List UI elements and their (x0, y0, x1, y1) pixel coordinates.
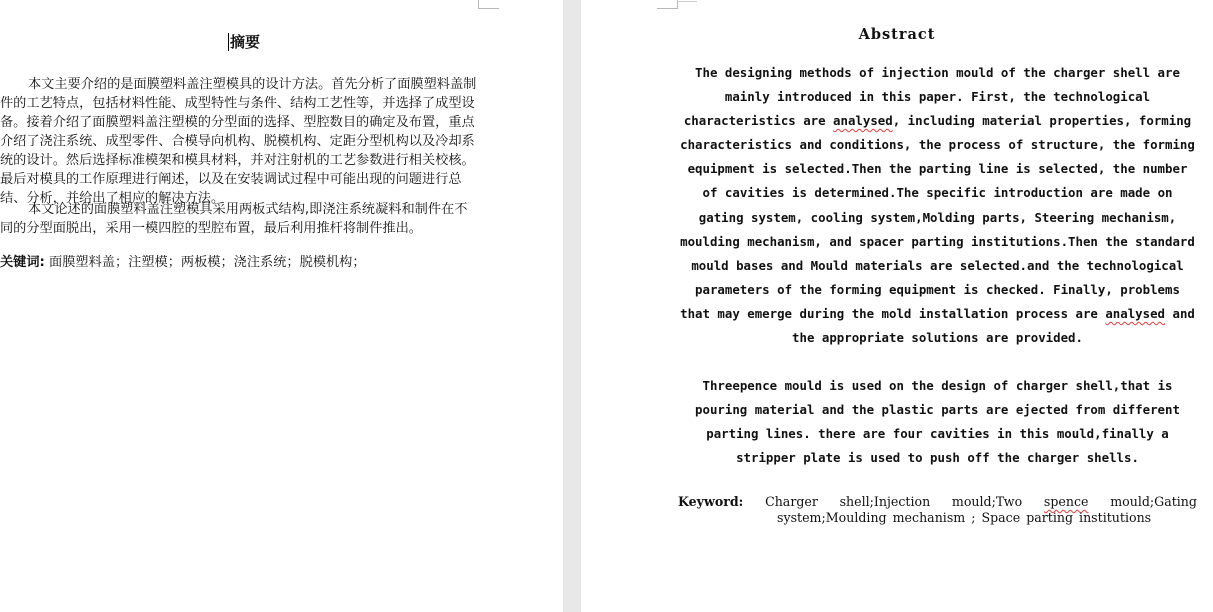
spelling-error-word[interactable]: spence (1043, 494, 1089, 509)
page-header-line (677, 1, 697, 2)
spelling-error-word[interactable]: analysed (1105, 305, 1166, 321)
page-margin-mark (657, 0, 678, 9)
document-page-right[interactable] (581, 0, 1213, 612)
text-cursor (228, 33, 229, 51)
keywords-text-en: Charger shell;Injection mould;Two (765, 494, 1044, 509)
keywords-line-cn[interactable] (0, 253, 520, 272)
keywords-text-en: mould;Gating (1088, 494, 1197, 509)
abstract-text-segment: and the appropriate solutions are provided. (792, 305, 1195, 346)
spelling-error-word[interactable]: analysed (833, 113, 893, 129)
abstract-paragraph-cn-2[interactable]: 本文论述的面膜塑料盖注塑模具采用两板式结构,即浇注系统凝料和制件在不同的分型面脱出，采用一模四腔的型腔布置，最后利用推杆将制件推出。 (0, 202, 468, 236)
abstract-text-segment: The designing methods of injection mould of the charger shell are mainly introduced in this paper. First, the technological characteristics are (683, 65, 1180, 129)
abstract-paragraph-en-2[interactable]: Threepence mould is used on the design of charger shell,that is pouring material and the plastic parts are ejected from different parting lines. there are four cavities in this mould,finally a stripper plate is used to push off the charger shells. (695, 378, 1180, 466)
abstract-text-segment: , including material properties, forming characteristics and conditions, the process of structure, the forming equipment is selected.Then the parting line is selected, the number of cavities is determined.The specific introduction are made on gating system, cooling system,Molding parts, Steering mechanism, moulding mechanism, and spacer parting institutions.Then the standard mould bases and Mould materials are selected.and the technological parameters of the forming equipment is checked. Finally, problems that may emerge during the mold installation process are (680, 113, 1195, 321)
document-page-left[interactable] (0, 0, 563, 612)
abstract-paragraph-cn-1[interactable]: 本文主要介绍的是面膜塑料盖注塑模具的设计方法。首先分析了面膜塑料盖制件的工艺特点，包括材料性能、成型特性与条件、结构工艺性等，并选择了成型设备。接着介绍了面膜塑料盖注塑模的分型面的选择、型腔数目的确定及布置，重点介绍了浇注系统、成型零件、合模导向机构、脱模机构、定距分型机构以及冷却系统的设计。然后选择标准模架和模具材料，并对注射机的工艺参数进行相关校核。最后对模具的工作原理进行阐述，以及在安装调试过程中可能出现的问题进行总结、分析，并给出了相应的解决方法。 (0, 77, 477, 206)
keywords-text-cn: 面膜塑料盖；注塑模；两板模；浇注系统；脱模机构； (44, 255, 366, 270)
abstract-title-cn: 摘要 (230, 33, 261, 51)
keywords-line-en-2[interactable]: system;Moulding mechanism ; Space parting institutions (777, 510, 1152, 525)
page-margin-mark (478, 0, 499, 9)
abstract-title-en: Abstract (858, 26, 936, 43)
abstract-paragraph-en-1[interactable] (678, 61, 1197, 350)
keywords-label-en: Keyword: (678, 494, 744, 509)
keywords-line-en[interactable] (678, 494, 1197, 510)
keywords-label-cn: 关键词: (0, 255, 45, 270)
